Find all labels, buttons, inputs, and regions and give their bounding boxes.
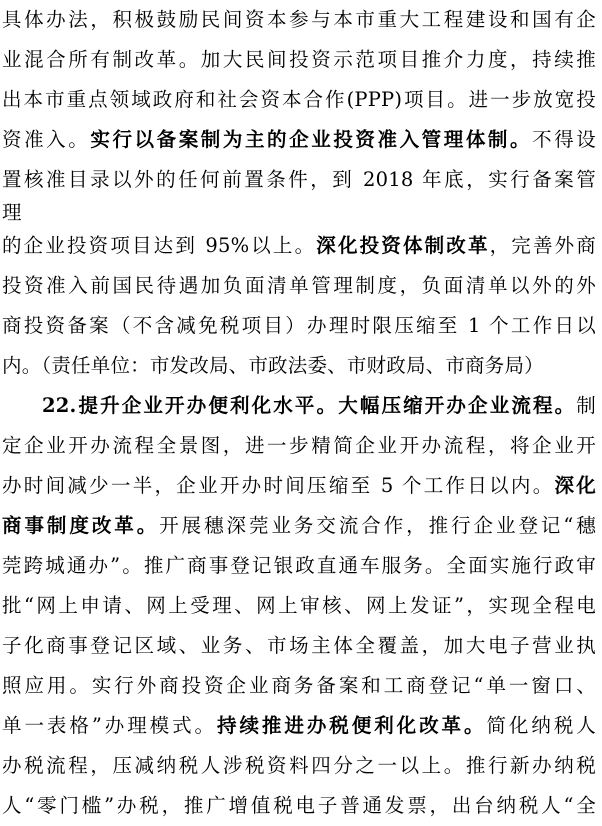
text-line: 人“零门槛”办税，推广增值税电子普通发票，出台纳税人“全 bbox=[2, 794, 596, 817]
text-line: 具体办法，积极鼓励民间资本参与本市重大工程建设和国有企 bbox=[2, 8, 596, 31]
section-heading-line: 22.提升企业开办便利化水平。大幅压缩开办企业流程。制 bbox=[42, 394, 596, 417]
text-line: 置核准目录以外的任何前置条件，到 2018 年底，实行备案管 bbox=[2, 168, 596, 191]
text-line: 办时间减少一半，企业开办时间压缩至 5 个工作日以内。深化 bbox=[2, 474, 596, 497]
text-line: 投资准入前国民待遇加负面清单管理制度，负面清单以外的外 bbox=[2, 274, 596, 297]
text-line: 的企业投资项目达到 95%以上。深化投资体制改革，完善外商 bbox=[2, 234, 596, 257]
text-line: 资准入。实行以备案制为主的企业投资准入管理体制。不得设 bbox=[2, 128, 596, 151]
text-line: 莞跨城通办”。推广商事登记银政直通车服务。全面实施行政审 bbox=[2, 554, 596, 577]
text-line: 办税流程，压减纳税人涉税资料四分之一以上。推行新办纳税 bbox=[2, 754, 596, 777]
text-line: 内。（责任单位：市发改局、市政法委、市财政局、市商务局） bbox=[2, 354, 544, 377]
text-line: 业混合所有制改革。加大民间投资示范项目推介力度，持续推 bbox=[2, 48, 596, 71]
text-line: 商事制度改革。开展穗深莞业务交流合作，推行企业登记“穗 bbox=[2, 514, 596, 537]
text-line: 定企业开办流程全景图，进一步精简企业开办流程，将企业开 bbox=[2, 434, 596, 457]
text-line: 理 bbox=[2, 201, 22, 224]
text-line: 照应用。实行外商投资企业商务备案和工商登记“单一窗口、 bbox=[2, 674, 596, 697]
text-line: 商投资备案（不含减免税项目）办理时限压缩至 1 个工作日以 bbox=[2, 314, 596, 337]
text-line: 出本市重点领域政府和社会资本合作(PPP)项目。进一步放宽投 bbox=[2, 88, 596, 111]
text-line: 批“网上申请、网上受理、网上审核、网上发证”，实现全程电 bbox=[2, 594, 596, 617]
text-line: 单一表格”办理模式。持续推进办税便利化改革。简化纳税人 bbox=[2, 714, 596, 737]
text-line: 子化商事登记区域、业务、市场主体全覆盖，加大电子营业执 bbox=[2, 634, 596, 657]
